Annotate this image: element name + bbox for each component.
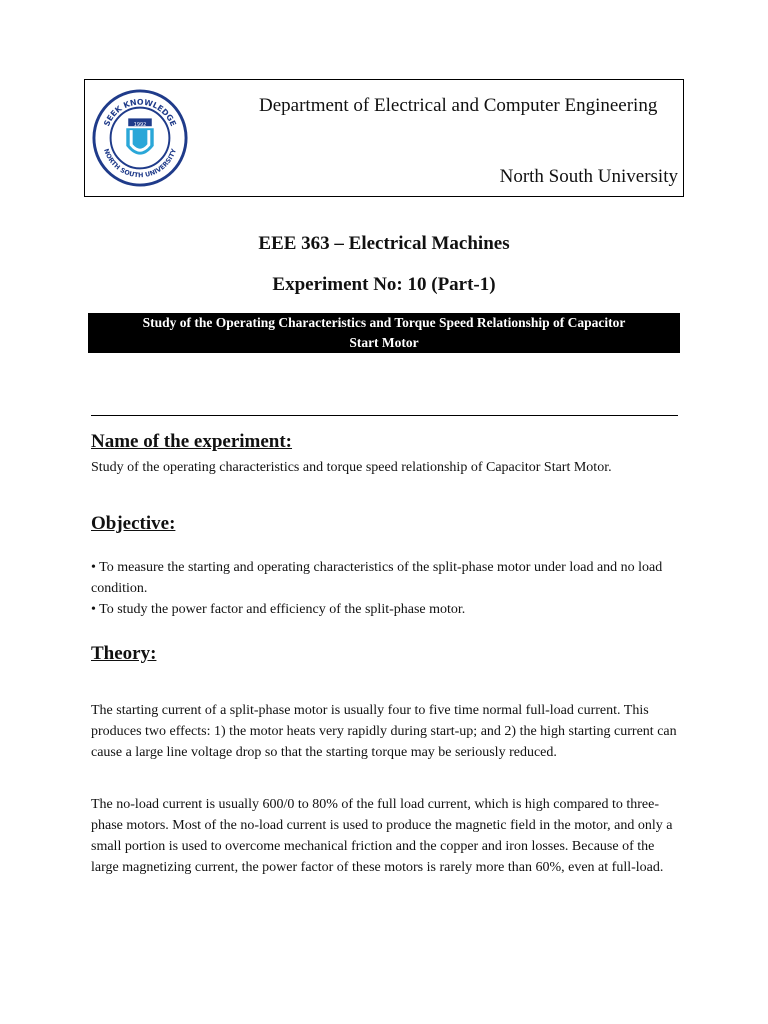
experiment-title-bar (88, 313, 680, 353)
objective-item: • To measure the starting and operating characteristics of the split-phase motor under load and no load condition. (91, 560, 663, 596)
theory-paragraph-1 (91, 700, 681, 763)
university-name: North South University (499, 166, 678, 187)
department-name: Department of Electrical and Computer Engineering (259, 95, 658, 116)
svg-text:1992: 1992 (133, 122, 147, 129)
university-seal-logo (91, 88, 189, 188)
header-box (84, 79, 684, 197)
theory-text: The starting current of a split-phase motor is usually four to five time normal full-load current. This produces two effects: 1) the motor heats very rapidly during start-up; and 2) the high starting current can cause a large line voltage drop so that the starting torque may be seriously reduced. (91, 703, 677, 760)
objective-list (91, 557, 681, 620)
theory-heading: Theory: (91, 643, 157, 664)
experiment-number: Experiment No: 10 (Part-1) (272, 274, 496, 295)
name-heading: Name of the experiment: (91, 431, 293, 452)
theory-text: The no-load current is usually 600/0 to 80% of the full load current, which is high compared to three-phase motors. Most of the no-load current is used to produce the magnetic field in the motor, and only a small portion is used to overcome mechanical friction and the copper and iron losses. Because of the large magnetizing current, the power factor of these motors is rarely more than 60%, even at full-load. (91, 797, 673, 875)
svg-text:NORTH SOUTH UNIVERSITY: NORTH SOUTH UNIVERSITY (102, 147, 178, 180)
svg-text:SEEK KNOWLEDGE: SEEK KNOWLEDGE (102, 97, 178, 128)
course-title: EEE 363 – Electrical Machines (258, 233, 510, 254)
objective-heading: Objective: (91, 513, 176, 534)
objective-item: • To study the power factor and efficiency of the split-phase motor. (91, 602, 466, 617)
title-line-2: Start Motor (349, 335, 419, 350)
title-line-1: Study of the Operating Characteristics and Torque Speed Relationship of Capacitor (142, 315, 626, 330)
divider (91, 415, 678, 416)
theory-paragraph-2 (91, 794, 681, 878)
name-text: Study of the operating characteristics and torque speed relationship of Capacitor Start Motor. (91, 460, 612, 475)
